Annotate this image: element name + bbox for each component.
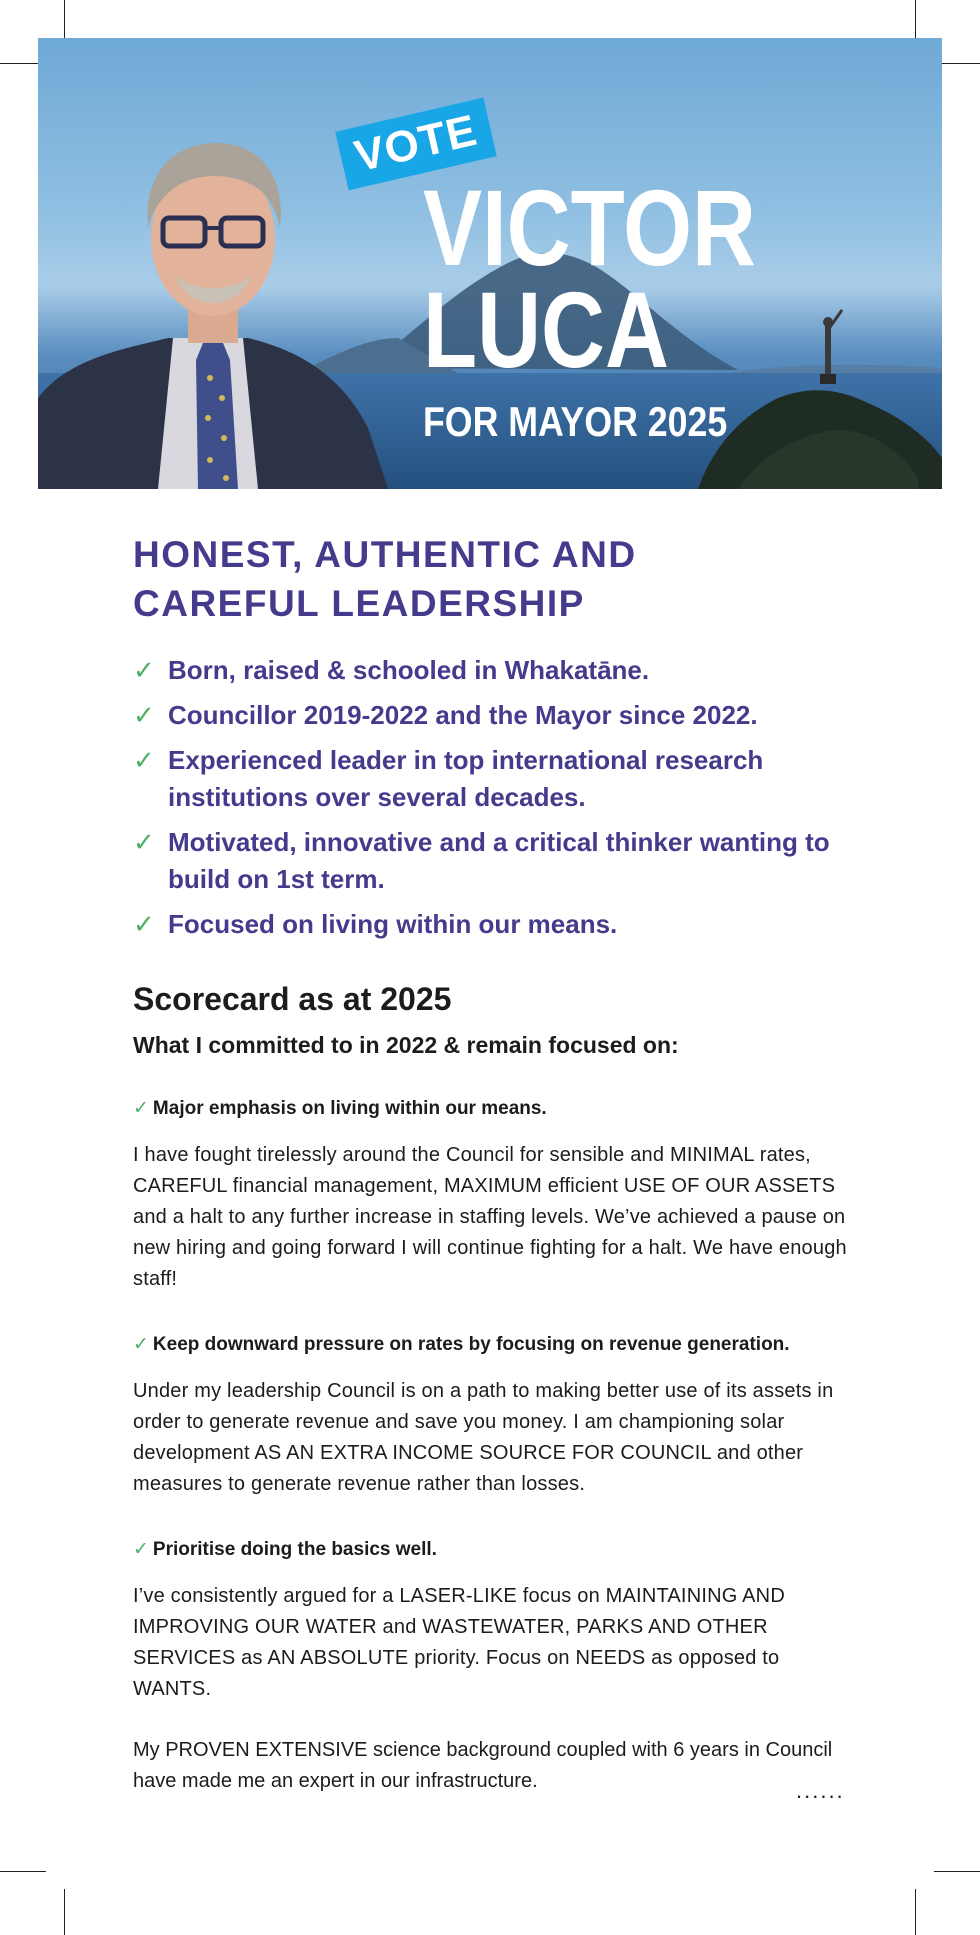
key-point: ✓ Born, raised & schooled in Whakatāne.	[133, 652, 853, 689]
scorecard-item	[133, 1333, 853, 1500]
crop-mark	[934, 1871, 980, 1872]
closing-statement: My PROVEN EXTENSIVE science background coupled with 6 years in Council have made me an expert in our infrastructure.	[133, 1739, 833, 1792]
key-points-list	[133, 652, 853, 943]
candidate-first-name: VICTOR	[423, 167, 756, 288]
flyer-content	[133, 530, 853, 1797]
crop-mark	[64, 1889, 65, 1935]
continued-indicator: ......	[796, 1778, 845, 1803]
scorecard-item-body: I’ve consistently argued for a LASER-LIKE focus on MAINTAINING AND IMPROVING OUR WATER and WASTEWATER, PARKS AND OTHER SERVICES as AN ABSOLUTE priority. Focus on NEEDS as opposed to WANTS.	[133, 1585, 785, 1700]
headline-line-1: HONEST, AUTHENTIC AND	[133, 534, 637, 575]
check-icon: ✓	[133, 1539, 149, 1560]
vote-badge: VOTE	[335, 98, 497, 191]
check-icon: ✓	[133, 745, 155, 775]
scorecard-item-body: Under my leadership Council is on a path to making better use of its assets in order to generate revenue and save you money. I am championing solar development AS AN EXTRA INCOME SOURCE FOR COUNCIL and other measures to generate revenue rather than losses.	[133, 1380, 834, 1495]
campaign-banner	[38, 38, 942, 489]
scorecard-item-heading: ✓ Major emphasis on living within our means.	[133, 1098, 547, 1119]
candidate-last-name: LUCA	[423, 269, 669, 390]
check-icon: ✓	[133, 1098, 149, 1119]
check-icon: ✓	[133, 909, 155, 939]
check-icon: ✓	[133, 1334, 149, 1355]
check-icon: ✓	[133, 655, 155, 685]
scorecard-item-heading: ✓ Keep downward pressure on rates by focusing on revenue generation.	[133, 1334, 790, 1355]
key-point: ✓ Experienced leader in top international research institutions over several decades.	[133, 742, 853, 816]
crop-mark	[0, 1871, 46, 1872]
statue-silhouette	[808, 308, 848, 388]
page-headline	[133, 530, 853, 628]
scorecard-item	[133, 1538, 853, 1705]
scorecard-title: Scorecard as at 2025	[133, 981, 452, 1017]
check-icon: ✓	[133, 700, 155, 730]
key-point: ✓ Motivated, innovative and a critical thinker wanting to build on 1st term.	[133, 824, 853, 898]
scorecard-subtitle: What I committed to in 2022 & remain focused on:	[133, 1032, 679, 1058]
banner-tagline: FOR MAYOR 2025	[423, 398, 728, 445]
scorecard-item-heading: ✓ Prioritise doing the basics well.	[133, 1539, 437, 1560]
scorecard-item-body: I have fought tirelessly around the Council for sensible and MINIMAL rates, CAREFUL financial management, MAXIMUM efficient USE OF OUR ASSETS and a halt to any further increase in staffing levels. We’ve achieved a pause on new hiring and going forward I will continue fighting for a halt. We have enough staff!	[133, 1144, 847, 1290]
key-point: ✓ Councillor 2019-2022 and the Mayor since 2022.	[133, 697, 853, 734]
check-icon: ✓	[133, 827, 155, 857]
crop-mark	[915, 1889, 916, 1935]
key-point: ✓ Focused on living within our means.	[133, 906, 853, 943]
headline-line-2: CAREFUL LEADERSHIP	[133, 583, 585, 624]
scorecard-item	[133, 1097, 853, 1295]
